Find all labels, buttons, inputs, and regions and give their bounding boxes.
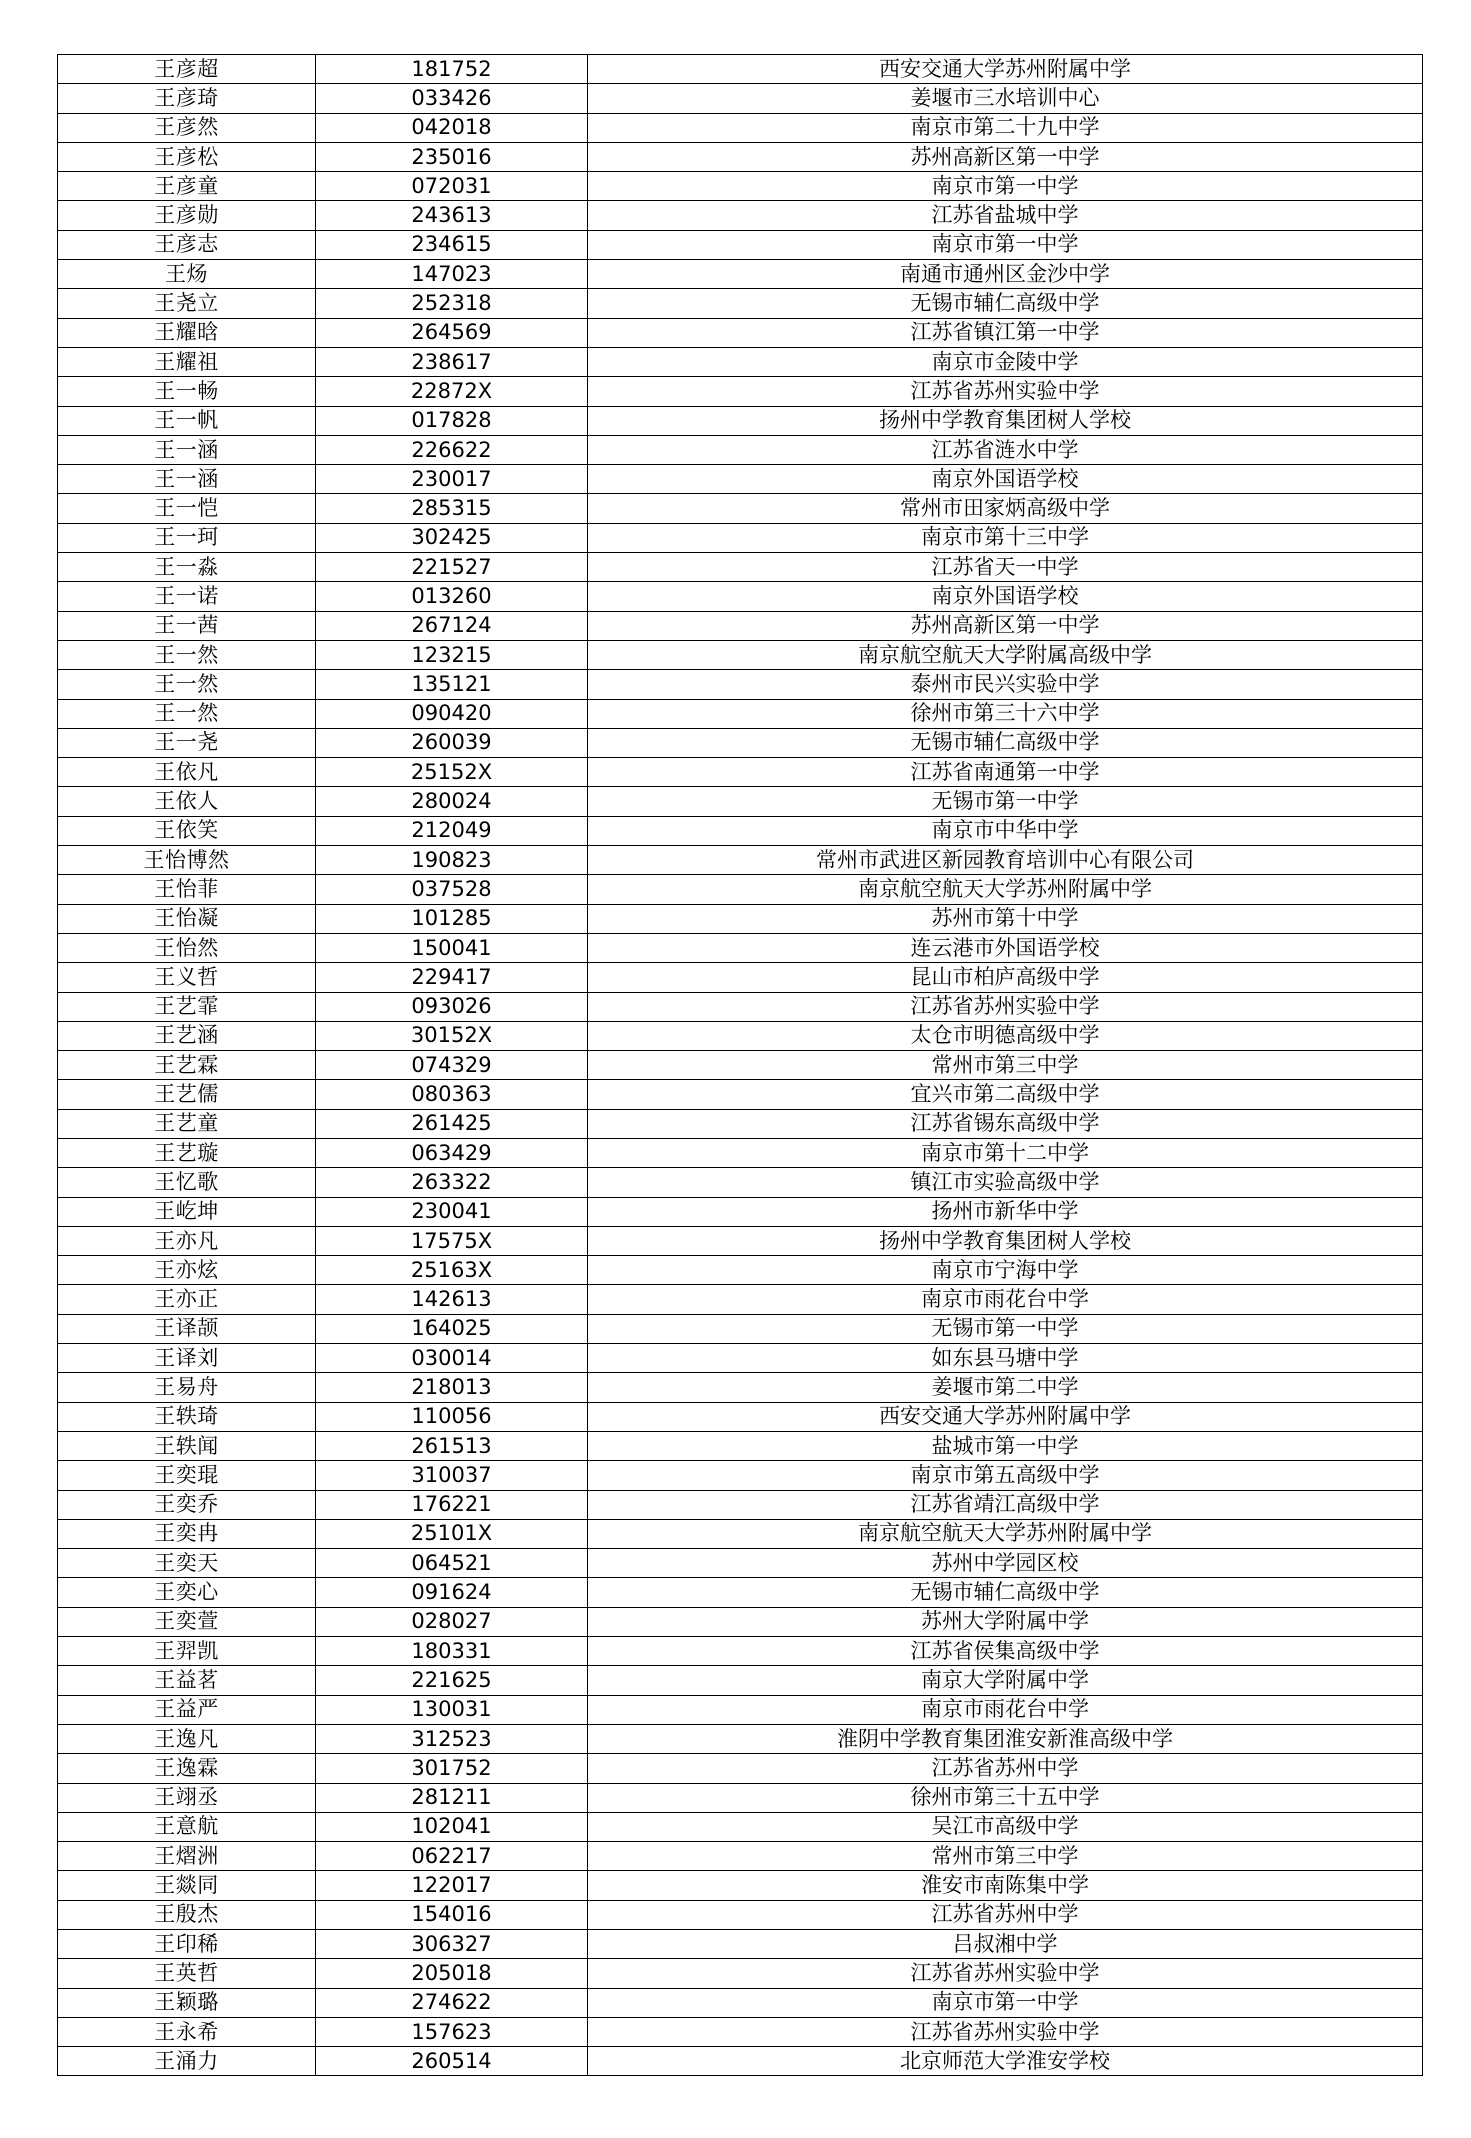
school-name-cell: 南京航空航天大学附属高级中学 — [588, 640, 1423, 669]
school-name-cell: 泰州市民兴实验中学 — [588, 670, 1423, 699]
student-id-cell: 154016 — [316, 1900, 588, 1929]
student-name-cell: 王彦志 — [58, 230, 316, 259]
school-name-cell: 南京市第十二中学 — [588, 1138, 1423, 1167]
student-name-cell: 王亦正 — [58, 1285, 316, 1314]
school-name-cell: 无锡市辅仁高级中学 — [588, 728, 1423, 757]
student-id-cell: 157623 — [316, 2017, 588, 2046]
school-name-cell: 常州市田家炳高级中学 — [588, 494, 1423, 523]
student-name-cell: 王亦炫 — [58, 1256, 316, 1285]
table-row — [58, 2047, 1423, 2076]
school-name-cell: 南京市中华中学 — [588, 816, 1423, 845]
table-row — [58, 1519, 1423, 1548]
table-row — [58, 1285, 1423, 1314]
student-id-cell: 013260 — [316, 582, 588, 611]
table-row — [58, 1051, 1423, 1080]
table-row — [58, 1900, 1423, 1929]
table-row — [58, 1402, 1423, 1431]
student-name-cell: 王奕乔 — [58, 1490, 316, 1519]
student-id-cell: 101285 — [316, 904, 588, 933]
student-id-cell: 176221 — [316, 1490, 588, 1519]
table-row — [58, 289, 1423, 318]
student-id-cell: 074329 — [316, 1051, 588, 1080]
table-row — [58, 1578, 1423, 1607]
table-row — [58, 1549, 1423, 1578]
student-id-cell: 017828 — [316, 406, 588, 435]
school-name-cell: 江苏省苏州中学 — [588, 1900, 1423, 1929]
school-name-cell: 苏州市第十中学 — [588, 904, 1423, 933]
student-name-cell: 王耀祖 — [58, 347, 316, 376]
table-row — [58, 1871, 1423, 1900]
student-name-cell: 王一诺 — [58, 582, 316, 611]
table-row — [58, 1226, 1423, 1255]
student-id-cell: 267124 — [316, 611, 588, 640]
table-row — [58, 553, 1423, 582]
table-row — [58, 1637, 1423, 1666]
table-row — [58, 992, 1423, 1021]
table-row — [58, 1314, 1423, 1343]
school-name-cell: 南京市第一中学 — [588, 1988, 1423, 2017]
student-name-cell: 王轶闻 — [58, 1431, 316, 1460]
school-name-cell: 苏州中学园区校 — [588, 1549, 1423, 1578]
school-name-cell: 宜兴市第二高级中学 — [588, 1080, 1423, 1109]
school-name-cell: 苏州高新区第一中学 — [588, 142, 1423, 171]
table-row — [58, 1197, 1423, 1226]
student-id-cell: 30152X — [316, 1021, 588, 1050]
school-name-cell: 如东县马塘中学 — [588, 1344, 1423, 1373]
table-row — [58, 1666, 1423, 1695]
table-row — [58, 1988, 1423, 2017]
student-id-cell: 260039 — [316, 728, 588, 757]
student-id-cell: 028027 — [316, 1607, 588, 1636]
student-id-cell: 310037 — [316, 1461, 588, 1490]
table-row — [58, 113, 1423, 142]
table-row — [58, 699, 1423, 728]
student-name-cell: 王艺涵 — [58, 1021, 316, 1050]
student-name-cell: 王一淼 — [58, 553, 316, 582]
student-name-cell: 王艺霖 — [58, 1051, 316, 1080]
student-id-cell: 22872X — [316, 377, 588, 406]
school-name-cell: 南京外国语学校 — [588, 465, 1423, 494]
student-name-cell: 王彦松 — [58, 142, 316, 171]
school-name-cell: 徐州市第三十六中学 — [588, 699, 1423, 728]
table-row — [58, 1812, 1423, 1841]
student-name-cell: 王奕天 — [58, 1549, 316, 1578]
student-name-cell: 王益严 — [58, 1695, 316, 1724]
table-row — [58, 1783, 1423, 1812]
table-row — [58, 435, 1423, 464]
student-name-cell: 王彦童 — [58, 172, 316, 201]
school-name-cell: 苏州大学附属中学 — [588, 1607, 1423, 1636]
student-id-cell: 147023 — [316, 260, 588, 289]
student-id-cell: 164025 — [316, 1314, 588, 1343]
student-id-cell: 033426 — [316, 84, 588, 113]
student-name-cell: 王印稀 — [58, 1930, 316, 1959]
table-row — [58, 904, 1423, 933]
student-name-cell: 王羿凯 — [58, 1637, 316, 1666]
table-row — [58, 260, 1423, 289]
student-id-cell: 234615 — [316, 230, 588, 259]
table-row — [58, 1959, 1423, 1988]
student-name-cell: 王依凡 — [58, 758, 316, 787]
table-row — [58, 728, 1423, 757]
student-id-cell: 301752 — [316, 1754, 588, 1783]
student-name-cell: 王一尧 — [58, 728, 316, 757]
student-name-cell: 王翊丞 — [58, 1783, 316, 1812]
student-name-cell: 王一然 — [58, 640, 316, 669]
table-row — [58, 1490, 1423, 1519]
student-id-cell: 25152X — [316, 758, 588, 787]
table-row — [58, 1373, 1423, 1402]
table-row — [58, 1021, 1423, 1050]
student-name-cell: 王燚同 — [58, 1871, 316, 1900]
student-id-cell: 312523 — [316, 1724, 588, 1753]
roster-body — [58, 55, 1423, 2076]
school-name-cell: 西安交通大学苏州附属中学 — [588, 55, 1423, 84]
table-row — [58, 640, 1423, 669]
student-name-cell: 王怡凝 — [58, 904, 316, 933]
table-row — [58, 846, 1423, 875]
student-id-cell: 205018 — [316, 1959, 588, 1988]
student-id-cell: 130031 — [316, 1695, 588, 1724]
student-name-cell: 王一涵 — [58, 465, 316, 494]
student-id-cell: 221625 — [316, 1666, 588, 1695]
student-id-cell: 221527 — [316, 553, 588, 582]
student-name-cell: 王一茜 — [58, 611, 316, 640]
student-name-cell: 王译刘 — [58, 1344, 316, 1373]
table-row — [58, 1461, 1423, 1490]
student-name-cell: 王一珂 — [58, 523, 316, 552]
student-id-cell: 190823 — [316, 846, 588, 875]
school-name-cell: 南京市雨花台中学 — [588, 1695, 1423, 1724]
student-name-cell: 王义哲 — [58, 963, 316, 992]
table-row — [58, 465, 1423, 494]
school-name-cell: 扬州中学教育集团树人学校 — [588, 1226, 1423, 1255]
student-name-cell: 王一帆 — [58, 406, 316, 435]
school-name-cell: 昆山市柏庐高级中学 — [588, 963, 1423, 992]
student-id-cell: 102041 — [316, 1812, 588, 1841]
student-id-cell: 212049 — [316, 816, 588, 845]
school-name-cell: 江苏省苏州实验中学 — [588, 992, 1423, 1021]
table-row — [58, 933, 1423, 962]
student-id-cell: 280024 — [316, 787, 588, 816]
school-name-cell: 南京大学附属中学 — [588, 1666, 1423, 1695]
student-id-cell: 226622 — [316, 435, 588, 464]
student-id-cell: 072031 — [316, 172, 588, 201]
school-name-cell: 徐州市第三十五中学 — [588, 1783, 1423, 1812]
school-name-cell: 南京市第二十九中学 — [588, 113, 1423, 142]
student-id-cell: 030014 — [316, 1344, 588, 1373]
school-name-cell: 常州市第三中学 — [588, 1051, 1423, 1080]
student-id-cell: 281211 — [316, 1783, 588, 1812]
student-name-cell: 王彦超 — [58, 55, 316, 84]
table-row — [58, 55, 1423, 84]
table-row — [58, 318, 1423, 347]
school-name-cell: 江苏省南通第一中学 — [588, 758, 1423, 787]
student-id-cell: 302425 — [316, 523, 588, 552]
school-name-cell: 南通市通州区金沙中学 — [588, 260, 1423, 289]
student-name-cell: 王轶琦 — [58, 1402, 316, 1431]
student-name-cell: 王依人 — [58, 787, 316, 816]
table-row — [58, 2017, 1423, 2046]
student-name-cell: 王怡菲 — [58, 875, 316, 904]
school-name-cell: 常州市第三中学 — [588, 1842, 1423, 1871]
table-row — [58, 787, 1423, 816]
school-name-cell: 无锡市第一中学 — [588, 787, 1423, 816]
school-name-cell: 太仓市明德高级中学 — [588, 1021, 1423, 1050]
student-id-cell: 235016 — [316, 142, 588, 171]
student-id-cell: 238617 — [316, 347, 588, 376]
student-name-cell: 王涌力 — [58, 2047, 316, 2076]
school-name-cell: 江苏省镇江第一中学 — [588, 318, 1423, 347]
table-row — [58, 1080, 1423, 1109]
table-row — [58, 875, 1423, 904]
table-row — [58, 1109, 1423, 1138]
school-name-cell: 淮阴中学教育集团淮安新淮高级中学 — [588, 1724, 1423, 1753]
student-id-cell: 306327 — [316, 1930, 588, 1959]
student-id-cell: 243613 — [316, 201, 588, 230]
table-row — [58, 201, 1423, 230]
student-name-cell: 王英哲 — [58, 1959, 316, 1988]
student-name-cell: 王尧立 — [58, 289, 316, 318]
student-name-cell: 王一畅 — [58, 377, 316, 406]
student-id-cell: 264569 — [316, 318, 588, 347]
school-name-cell: 南京市雨花台中学 — [588, 1285, 1423, 1314]
table-row — [58, 1930, 1423, 1959]
student-id-cell: 260514 — [316, 2047, 588, 2076]
student-name-cell: 王彦琦 — [58, 84, 316, 113]
student-name-cell: 王一然 — [58, 699, 316, 728]
school-name-cell: 北京师范大学淮安学校 — [588, 2047, 1423, 2076]
student-name-cell: 王奕冉 — [58, 1519, 316, 1548]
student-id-cell: 037528 — [316, 875, 588, 904]
student-id-cell: 150041 — [316, 933, 588, 962]
student-id-cell: 261425 — [316, 1109, 588, 1138]
student-name-cell: 王艺儒 — [58, 1080, 316, 1109]
student-id-cell: 230041 — [316, 1197, 588, 1226]
table-row — [58, 172, 1423, 201]
student-name-cell: 王一恺 — [58, 494, 316, 523]
table-row — [58, 523, 1423, 552]
student-name-cell: 王益茗 — [58, 1666, 316, 1695]
school-name-cell: 镇江市实验高级中学 — [588, 1168, 1423, 1197]
student-id-cell: 135121 — [316, 670, 588, 699]
student-id-cell: 064521 — [316, 1549, 588, 1578]
student-id-cell: 123215 — [316, 640, 588, 669]
student-name-cell: 王熠洲 — [58, 1842, 316, 1871]
student-name-cell: 王一涵 — [58, 435, 316, 464]
student-name-cell: 王艺童 — [58, 1109, 316, 1138]
student-id-cell: 063429 — [316, 1138, 588, 1167]
student-name-cell: 王奕琨 — [58, 1461, 316, 1490]
table-row — [58, 494, 1423, 523]
school-name-cell: 南京市第五高级中学 — [588, 1461, 1423, 1490]
student-id-cell: 25101X — [316, 1519, 588, 1548]
student-id-cell: 090420 — [316, 699, 588, 728]
table-row — [58, 963, 1423, 992]
school-name-cell: 江苏省盐城中学 — [588, 201, 1423, 230]
school-name-cell: 江苏省苏州中学 — [588, 1754, 1423, 1783]
school-name-cell: 扬州中学教育集团树人学校 — [588, 406, 1423, 435]
school-name-cell: 江苏省苏州实验中学 — [588, 2017, 1423, 2046]
school-name-cell: 南京市第十三中学 — [588, 523, 1423, 552]
table-row — [58, 230, 1423, 259]
table-row — [58, 1695, 1423, 1724]
table-row — [58, 406, 1423, 435]
school-name-cell: 吕叔湘中学 — [588, 1930, 1423, 1959]
school-name-cell: 姜堰市三水培训中心 — [588, 84, 1423, 113]
student-name-cell: 王怡然 — [58, 933, 316, 962]
table-row — [58, 1256, 1423, 1285]
school-name-cell: 吴江市高级中学 — [588, 1812, 1423, 1841]
student-id-cell: 25163X — [316, 1256, 588, 1285]
school-name-cell: 南京航空航天大学苏州附属中学 — [588, 1519, 1423, 1548]
school-name-cell: 姜堰市第二中学 — [588, 1373, 1423, 1402]
student-id-cell: 261513 — [316, 1431, 588, 1460]
student-id-cell: 093026 — [316, 992, 588, 1021]
table-row — [58, 1431, 1423, 1460]
school-name-cell: 江苏省天一中学 — [588, 553, 1423, 582]
table-row — [58, 1138, 1423, 1167]
school-name-cell: 南京市第一中学 — [588, 230, 1423, 259]
student-name-cell: 王译颉 — [58, 1314, 316, 1343]
student-id-cell: 091624 — [316, 1578, 588, 1607]
student-name-cell: 王艺霏 — [58, 992, 316, 1021]
student-name-cell: 王奕萱 — [58, 1607, 316, 1636]
student-name-cell: 王艺璇 — [58, 1138, 316, 1167]
student-id-cell: 042018 — [316, 113, 588, 142]
student-name-cell: 王一然 — [58, 670, 316, 699]
table-row — [58, 142, 1423, 171]
school-name-cell: 无锡市辅仁高级中学 — [588, 1578, 1423, 1607]
student-id-cell: 263322 — [316, 1168, 588, 1197]
table-row — [58, 758, 1423, 787]
student-id-cell: 180331 — [316, 1637, 588, 1666]
student-name-cell: 王屹坤 — [58, 1197, 316, 1226]
student-name-cell: 王彦勋 — [58, 201, 316, 230]
student-name-cell: 王奕心 — [58, 1578, 316, 1607]
table-row — [58, 582, 1423, 611]
student-id-cell: 285315 — [316, 494, 588, 523]
table-row — [58, 611, 1423, 640]
student-id-cell: 218013 — [316, 1373, 588, 1402]
student-name-cell: 王怡博然 — [58, 846, 316, 875]
student-id-cell: 230017 — [316, 465, 588, 494]
school-name-cell: 江苏省锡东高级中学 — [588, 1109, 1423, 1138]
student-name-cell: 王依笑 — [58, 816, 316, 845]
table-row — [58, 347, 1423, 376]
school-name-cell: 江苏省靖江高级中学 — [588, 1490, 1423, 1519]
student-name-cell: 王耀晗 — [58, 318, 316, 347]
table-row — [58, 377, 1423, 406]
school-name-cell: 江苏省苏州实验中学 — [588, 377, 1423, 406]
student-id-cell: 080363 — [316, 1080, 588, 1109]
student-name-cell: 王彦然 — [58, 113, 316, 142]
student-name-cell: 王亦凡 — [58, 1226, 316, 1255]
student-id-cell: 122017 — [316, 1871, 588, 1900]
school-name-cell: 江苏省苏州实验中学 — [588, 1959, 1423, 1988]
table-row — [58, 1344, 1423, 1373]
school-name-cell: 淮安市南陈集中学 — [588, 1871, 1423, 1900]
table-row — [58, 1842, 1423, 1871]
school-name-cell: 南京市宁海中学 — [588, 1256, 1423, 1285]
student-id-cell: 110056 — [316, 1402, 588, 1431]
school-name-cell: 无锡市辅仁高级中学 — [588, 289, 1423, 318]
student-name-cell: 王忆歌 — [58, 1168, 316, 1197]
table-row — [58, 1754, 1423, 1783]
student-name-cell: 王殷杰 — [58, 1900, 316, 1929]
school-name-cell: 南京航空航天大学苏州附属中学 — [588, 875, 1423, 904]
student-name-cell: 王易舟 — [58, 1373, 316, 1402]
student-name-cell: 王颖璐 — [58, 1988, 316, 2017]
student-name-cell: 王意航 — [58, 1812, 316, 1841]
student-id-cell: 252318 — [316, 289, 588, 318]
school-name-cell: 常州市武进区新园教育培训中心有限公司 — [588, 846, 1423, 875]
school-name-cell: 江苏省侯集高级中学 — [588, 1637, 1423, 1666]
student-id-cell: 17575X — [316, 1226, 588, 1255]
student-id-cell: 181752 — [316, 55, 588, 84]
table-row — [58, 816, 1423, 845]
student-id-cell: 229417 — [316, 963, 588, 992]
school-name-cell: 西安交通大学苏州附属中学 — [588, 1402, 1423, 1431]
roster-table — [57, 54, 1423, 2076]
school-name-cell: 江苏省涟水中学 — [588, 435, 1423, 464]
school-name-cell: 扬州市新华中学 — [588, 1197, 1423, 1226]
student-name-cell: 王炀 — [58, 260, 316, 289]
school-name-cell: 无锡市第一中学 — [588, 1314, 1423, 1343]
school-name-cell: 盐城市第一中学 — [588, 1431, 1423, 1460]
table-row — [58, 1168, 1423, 1197]
school-name-cell: 南京市金陵中学 — [588, 347, 1423, 376]
table-row — [58, 670, 1423, 699]
student-id-cell: 062217 — [316, 1842, 588, 1871]
table-row — [58, 1607, 1423, 1636]
school-name-cell: 南京市第一中学 — [588, 172, 1423, 201]
student-name-cell: 王逸凡 — [58, 1724, 316, 1753]
student-name-cell: 王逸霖 — [58, 1754, 316, 1783]
school-name-cell: 连云港市外国语学校 — [588, 933, 1423, 962]
student-id-cell: 274622 — [316, 1988, 588, 2017]
student-id-cell: 142613 — [316, 1285, 588, 1314]
table-row — [58, 1724, 1423, 1753]
school-name-cell: 南京外国语学校 — [588, 582, 1423, 611]
table-row — [58, 84, 1423, 113]
student-name-cell: 王永希 — [58, 2017, 316, 2046]
school-name-cell: 苏州高新区第一中学 — [588, 611, 1423, 640]
